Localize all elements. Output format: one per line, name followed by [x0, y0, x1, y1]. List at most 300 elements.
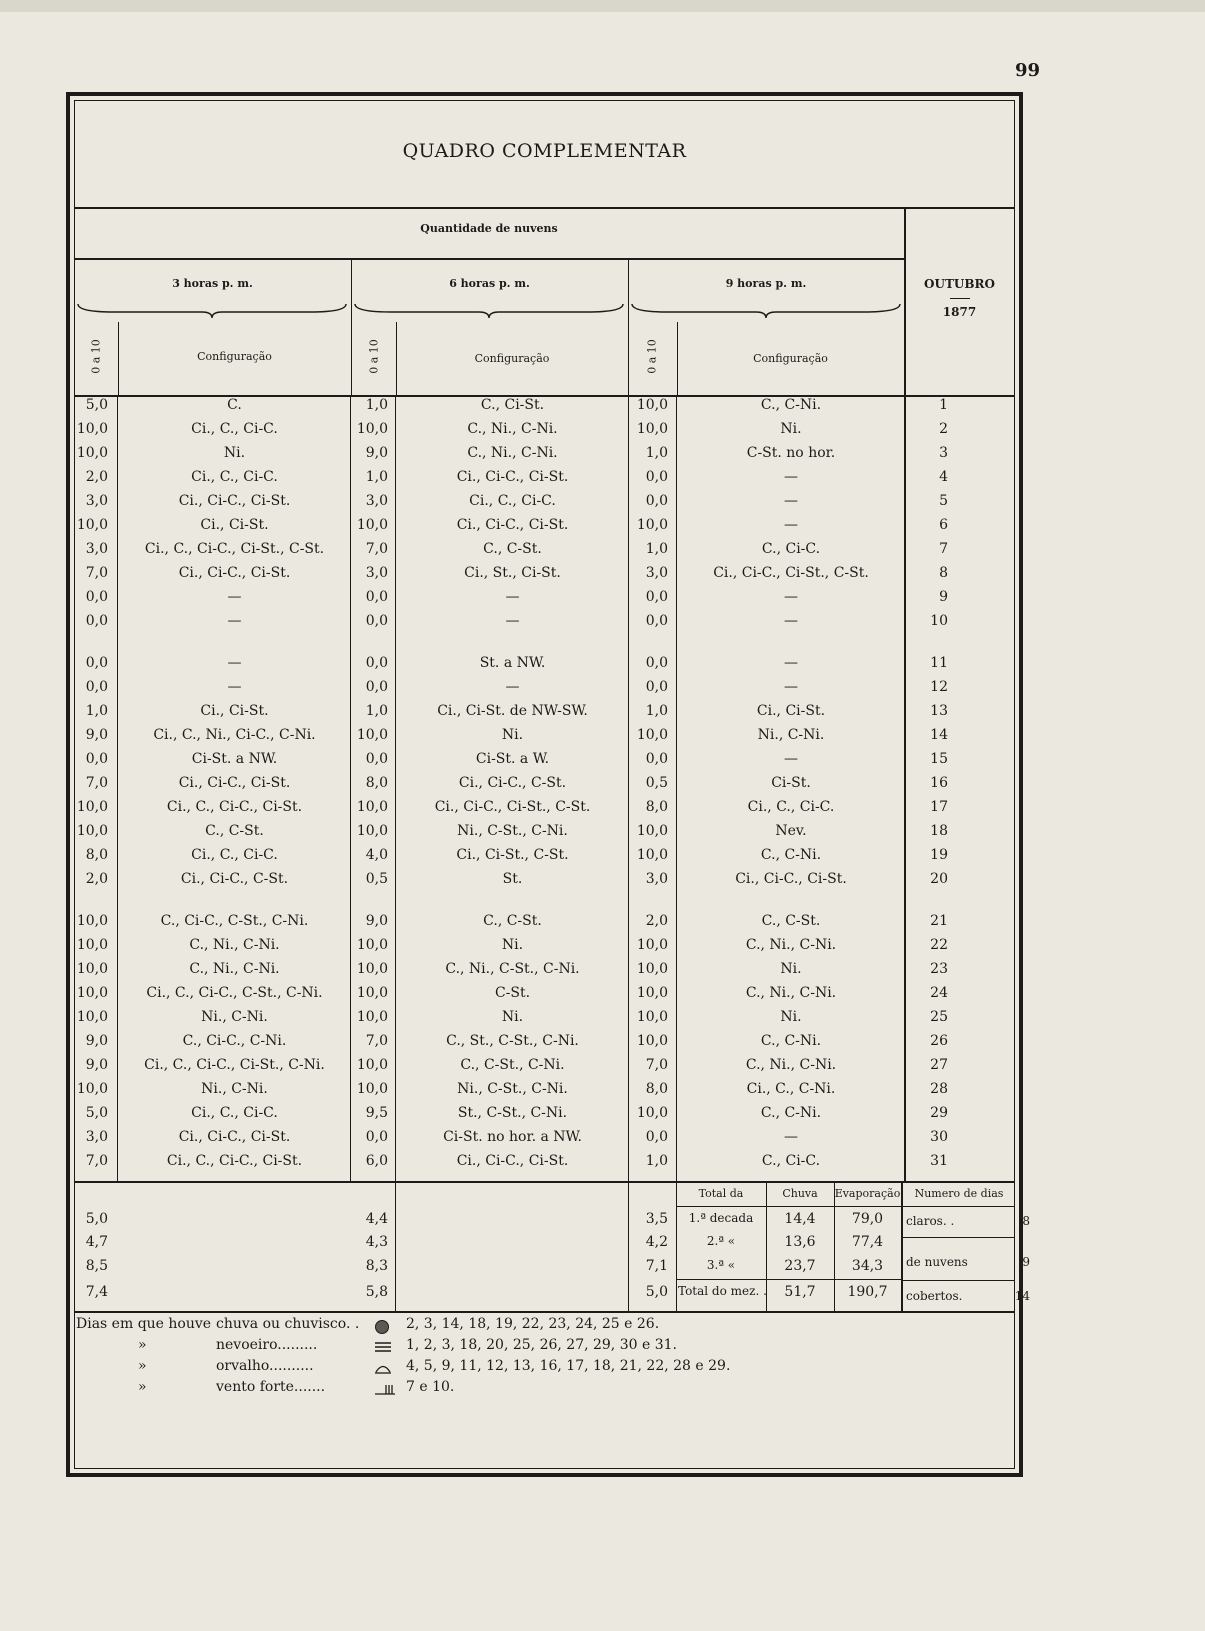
clouds-9pm-cell: 0,0 [645, 493, 668, 509]
legend-label: nevoeiro......... [216, 1337, 318, 1353]
config-9pm-cell: Ci-St. [771, 775, 811, 791]
table-row [74, 655, 1015, 679]
config-9pm-cell: Ni. [780, 961, 802, 977]
table-row [74, 1105, 1015, 1129]
month-header: OUTUBRO [924, 277, 995, 291]
day-cell: 5 [939, 493, 948, 509]
rain-icon [374, 1319, 390, 1339]
clouds-9pm-cell: 1,0 [645, 541, 668, 557]
clouds-6pm-cell: 0,5 [365, 871, 388, 887]
config-6pm-cell: C., Ci-St. [480, 397, 545, 413]
clouds-9pm-cell: 10,0 [636, 517, 668, 533]
summary-avg-9pm: 7,1 [645, 1258, 668, 1274]
clouds-9pm-cell: 8,0 [645, 799, 668, 815]
config-3pm-cell: Ci., Ci-C., Ci-St. [178, 493, 291, 509]
day-cell: 20 [930, 871, 948, 887]
clouds-6pm-cell: 10,0 [356, 937, 388, 953]
config-9pm-cell: C., C-St. [761, 913, 821, 929]
clouds-3pm-cell: 2,0 [85, 469, 108, 485]
config-9pm-cell: Ni. [780, 421, 802, 437]
day-cell: 19 [930, 847, 948, 863]
days-rule-1 [901, 1237, 1015, 1238]
clouds-9pm-cell: 0,0 [645, 655, 668, 671]
day-cell: 13 [930, 703, 948, 719]
config-3pm-cell: Ci., C., Ni., Ci-C., C-Ni. [153, 727, 316, 743]
table-row [74, 1033, 1015, 1057]
clouds-9pm-cell: 0,0 [645, 1129, 668, 1145]
config-6pm-cell: Ci., Ci-C., Ci-St. [456, 1153, 569, 1169]
summary-avg-3pm: 7,4 [85, 1284, 108, 1300]
day-cell: 30 [930, 1129, 948, 1145]
clouds-6pm-cell: 3,0 [365, 565, 388, 581]
day-cell: 11 [930, 655, 948, 671]
clouds-6pm-cell: 10,0 [356, 517, 388, 533]
table-row [74, 1009, 1015, 1033]
config-3pm-cell: Ci., Ci-C., Ci-St. [178, 775, 291, 791]
clouds-6pm-cell: 3,0 [365, 493, 388, 509]
day-cell: 28 [930, 1081, 948, 1097]
summary-period-label: 2.ª « [706, 1234, 736, 1248]
legend-days: 1, 2, 3, 18, 20, 25, 26, 27, 29, 30 e 31. [406, 1337, 677, 1353]
config-9pm-cell: C., C-Ni. [760, 397, 822, 413]
config-6pm-cell: C., C-St. [483, 913, 542, 929]
summary-rain: 51,7 [784, 1284, 816, 1300]
summary-header-numero: Numero de dias [914, 1187, 1004, 1200]
days-rule-2 [901, 1280, 1015, 1281]
config-6pm-cell: — [505, 679, 520, 695]
summary-rain: 13,6 [784, 1234, 816, 1250]
time-header-3pm: 3 horas p. m. [172, 277, 253, 290]
group-header: Quantidade de nuvens [420, 222, 558, 235]
table-row [74, 493, 1015, 517]
config-3pm-cell: C., C-St. [205, 823, 264, 839]
config-6pm-cell: St. a NW. [479, 655, 546, 671]
config-3pm-cell: Ci., C., Ci-C. [191, 469, 278, 485]
table-row [74, 1153, 1015, 1177]
clouds-6pm-cell: 0,0 [365, 655, 388, 671]
config-6pm-cell: Ci., Ci-St. de NW-SW. [437, 703, 588, 719]
day-cell: 3 [939, 445, 948, 461]
time-header-6pm: 6 horas p. m. [449, 277, 530, 290]
clouds-6pm-cell: 10,0 [356, 1009, 388, 1025]
day-cell: 21 [930, 913, 948, 929]
clouds-3pm-cell: 9,0 [85, 1057, 108, 1073]
day-cell: 4 [939, 469, 948, 485]
config-6pm-cell: Ci., Ci-C., C-St. [458, 775, 567, 791]
clouds-9pm-cell: 1,0 [645, 445, 668, 461]
clouds-6pm-cell: 1,0 [365, 397, 388, 413]
config-header-1: Configuração [197, 350, 272, 363]
clouds-9pm-cell: 3,0 [645, 871, 668, 887]
days-cloudy-value: 9 [1022, 1255, 1030, 1269]
legend-prefix: » [138, 1358, 147, 1374]
table-row [74, 1081, 1015, 1105]
config-6pm-cell: C., Ni., C-St., C-Ni. [445, 961, 580, 977]
summary-evaporation: 77,4 [851, 1234, 884, 1250]
clouds-6pm-cell: 10,0 [356, 1057, 388, 1073]
clouds-6pm-cell: 0,0 [365, 589, 388, 605]
config-9pm-cell: Nev. [775, 823, 807, 839]
day-cell: 9 [939, 589, 948, 605]
clouds-3pm-cell: 10,0 [76, 799, 108, 815]
table-row [74, 1129, 1015, 1153]
config-3pm-cell: — [227, 655, 242, 671]
config-9pm-cell: — [784, 751, 798, 767]
table-row [74, 727, 1015, 751]
config-6pm-cell: Ci., Ci-C., Ci-St. [456, 469, 569, 485]
clouds-3pm-cell: 7,0 [85, 1153, 108, 1169]
config-6pm-cell: Ci., Ci-C., Ci-St., C-St. [434, 799, 591, 815]
day-cell: 7 [939, 541, 948, 557]
clouds-3pm-cell: 10,0 [76, 445, 108, 461]
clouds-9pm-cell: 7,0 [645, 1057, 668, 1073]
legend-prefix: Dias em que houve [76, 1316, 212, 1332]
legend-days: 4, 5, 9, 11, 12, 13, 16, 17, 18, 21, 22, 28 e 29. [406, 1358, 731, 1374]
clouds-6pm-cell: 4,0 [365, 847, 388, 863]
table-row [74, 589, 1015, 613]
summary-avg-9pm: 5,0 [645, 1284, 668, 1300]
clouds-9pm-cell: 8,0 [645, 1081, 668, 1097]
legend-prefix: » [138, 1337, 147, 1353]
config-9pm-cell: — [784, 517, 798, 533]
clouds-6pm-cell: 10,0 [356, 823, 388, 839]
config-6pm-cell: — [505, 613, 520, 629]
time-header-9pm: 9 horas p. m. [725, 277, 807, 290]
config-3pm-cell: C., Ci-C., C-St., C-Ni. [160, 913, 309, 929]
day-cell: 27 [930, 1057, 948, 1073]
day-cell: 14 [930, 727, 948, 743]
config-header-3: Configuração [753, 352, 828, 365]
config-9pm-cell: — [784, 1129, 798, 1145]
config-9pm-cell: C., Ni., C-Ni. [745, 937, 837, 953]
days-cloudy-label: de nuvens [906, 1255, 968, 1269]
clouds-3pm-cell: 1,0 [85, 703, 108, 719]
summary-avg-3pm: 4,7 [85, 1234, 108, 1250]
table-row [74, 703, 1015, 727]
clouds-6pm-cell: 9,5 [365, 1105, 388, 1121]
config-6pm-cell: C., Ni., C-Ni. [467, 421, 558, 437]
table-row [74, 1057, 1015, 1081]
config-3pm-cell: Ci., Ci-C., Ci-St. [178, 1129, 291, 1145]
config-6pm-cell: Ni., C-St., C-Ni. [457, 1081, 568, 1097]
legend-days: 7 e 10. [406, 1379, 455, 1395]
table-row [74, 799, 1015, 823]
table-row [74, 445, 1015, 469]
config-9pm-cell: — [784, 613, 798, 629]
table-row [74, 397, 1015, 421]
clouds-9pm-cell: 3,0 [645, 565, 668, 581]
wind-icon [374, 1382, 396, 1400]
config-6pm-cell: Ni. [501, 1009, 524, 1025]
clouds-9pm-cell: 10,0 [636, 985, 668, 1001]
clouds-6pm-cell: 9,0 [365, 445, 388, 461]
config-9pm-cell: C-St. no hor. [746, 445, 836, 461]
summary-top-rule [74, 1181, 1015, 1183]
fog-icon [374, 1340, 392, 1358]
summary-header-chuva: Chuva [782, 1187, 818, 1200]
config-6pm-cell: Ci., St., Ci-St. [464, 565, 561, 581]
legend-prefix: » [138, 1379, 147, 1395]
clouds-3pm-cell: 7,0 [85, 775, 108, 791]
clouds-9pm-cell: 10,0 [636, 1105, 668, 1121]
summary-avg-9pm: 4,2 [645, 1234, 668, 1250]
table-row [74, 421, 1015, 445]
page-number: 99 [1014, 60, 1040, 81]
day-cell: 1 [939, 397, 948, 413]
legend-days: 2, 3, 14, 18, 19, 22, 23, 24, 25 e 26. [406, 1316, 660, 1332]
config-header-2: Configuração [474, 352, 550, 365]
summary-avg-6pm: 8,3 [365, 1258, 388, 1274]
clouds-9pm-cell: 10,0 [636, 1033, 668, 1049]
clouds-3pm-cell: 0,0 [85, 613, 108, 629]
config-3pm-cell: Ci., Ci-St. [200, 703, 269, 719]
table-row [74, 517, 1015, 541]
config-6pm-cell: St. [502, 871, 523, 887]
day-cell: 6 [939, 517, 948, 533]
config-9pm-cell: C., Ci-C. [761, 1153, 821, 1169]
config-6pm-cell: C-St. [494, 985, 531, 1001]
clouds-3pm-cell: 0,0 [85, 589, 108, 605]
legend-label: vento forte....... [216, 1379, 326, 1395]
config-9pm-cell: C., C-Ni. [760, 847, 822, 863]
clouds-9pm-cell: 10,0 [636, 961, 668, 977]
day-cell: 25 [930, 1009, 948, 1025]
clouds-6pm-cell: 10,0 [356, 961, 388, 977]
scale-header-1: 0 a 10 [89, 339, 103, 374]
config-6pm-cell: Ci-St. no hor. a NW. [443, 1129, 582, 1145]
clouds-6pm-cell: 10,0 [356, 985, 388, 1001]
clouds-9pm-cell: 10,0 [636, 1009, 668, 1025]
clouds-3pm-cell: 10,0 [76, 823, 108, 839]
clouds-6pm-cell: 10,0 [356, 727, 388, 743]
config-6pm-cell: C., St., C-St., C-Ni. [446, 1033, 579, 1049]
table-row [74, 469, 1015, 493]
table-row [74, 775, 1015, 799]
clouds-6pm-cell: 0,0 [365, 751, 388, 767]
clouds-6pm-cell: 6,0 [365, 1153, 388, 1169]
config-6pm-cell: — [505, 589, 520, 605]
clouds-9pm-cell: 0,0 [645, 613, 668, 629]
config-3pm-cell: Ci., C., Ci-C., C-St., C-Ni. [146, 985, 323, 1001]
config-6pm-cell: C., C-St., C-Ni. [460, 1057, 565, 1073]
table-row [74, 613, 1015, 637]
clouds-9pm-cell: 1,0 [645, 703, 668, 719]
month-dash [950, 298, 970, 299]
table-row [74, 751, 1015, 775]
config-3pm-cell: Ci., C., Ci-C. [191, 847, 278, 863]
clouds-6pm-cell: 0,0 [365, 679, 388, 695]
clouds-6pm-cell: 0,0 [365, 1129, 388, 1145]
clouds-9pm-cell: 10,0 [636, 421, 668, 437]
config-3pm-cell: Ci., C., Ci-C. [191, 1105, 278, 1121]
config-6pm-cell: St., C-St., C-Ni. [457, 1105, 568, 1121]
config-3pm-cell: Ci., C., Ci-C., Ci-St., C-Ni. [144, 1057, 325, 1073]
config-3pm-cell: Ci-St. a NW. [191, 751, 278, 767]
clouds-9pm-cell: 10,0 [636, 727, 668, 743]
summary-avg-6pm: 4,4 [365, 1211, 388, 1227]
days-clear-value: 8 [1022, 1214, 1030, 1228]
table-row [74, 985, 1015, 1009]
clouds-3pm-cell: 3,0 [85, 493, 108, 509]
config-3pm-cell: C., Ni., C-Ni. [189, 937, 280, 953]
day-cell: 2 [939, 421, 948, 437]
config-9pm-cell: — [784, 493, 798, 509]
day-cell: 18 [930, 823, 948, 839]
clouds-3pm-cell: 10,0 [76, 1009, 108, 1025]
config-9pm-cell: — [784, 469, 798, 485]
clouds-3pm-cell: 0,0 [85, 655, 108, 671]
config-6pm-cell: Ci., C., Ci-C. [469, 493, 556, 509]
group-rule [74, 258, 904, 260]
clouds-6pm-cell: 10,0 [356, 1081, 388, 1097]
scale-header-2: 0 a 10 [367, 339, 381, 374]
clouds-3pm-cell: 10,0 [76, 985, 108, 1001]
dew-icon [374, 1361, 392, 1379]
config-9pm-cell: Ci., Ci-C., Ci-St., C-St. [713, 565, 869, 581]
summary-avg-9pm: 3,5 [645, 1211, 668, 1227]
clouds-3pm-cell: 0,0 [85, 751, 108, 767]
table-row [74, 679, 1015, 703]
brace-decorations [74, 300, 904, 322]
day-cell: 8 [939, 565, 948, 581]
clouds-9pm-cell: 0,0 [645, 679, 668, 695]
config-6pm-cell: Ni., C-St., C-Ni. [457, 823, 568, 839]
clouds-6pm-cell: 7,0 [365, 541, 388, 557]
summary-period-label: Total do mez. . [678, 1284, 767, 1298]
clouds-9pm-cell: 2,0 [645, 913, 668, 929]
clouds-3pm-cell: 10,0 [76, 913, 108, 929]
config-6pm-cell: C., Ni., C-Ni. [467, 445, 558, 461]
clouds-6pm-cell: 1,0 [365, 703, 388, 719]
clouds-3pm-cell: 10,0 [76, 517, 108, 533]
config-9pm-cell: C., Ni., C-Ni. [745, 1057, 837, 1073]
config-9pm-cell: C., C-Ni. [760, 1105, 822, 1121]
summary-avg-6pm: 5,8 [365, 1284, 388, 1300]
days-overcast-label: cobertos. [906, 1289, 963, 1303]
day-cell: 10 [930, 613, 948, 629]
config-6pm-cell: Ni. [501, 937, 524, 953]
table-row [74, 541, 1015, 565]
table-row [74, 565, 1015, 589]
config-9pm-cell: C., Ci-C. [761, 541, 821, 557]
day-cell: 23 [930, 961, 948, 977]
clouds-3pm-cell: 9,0 [85, 727, 108, 743]
day-cell: 29 [930, 1105, 948, 1121]
month-column-rule [904, 207, 906, 397]
table-row [74, 823, 1015, 847]
summary-rain: 14,4 [784, 1211, 816, 1227]
config-9pm-cell: C., Ni., C-Ni. [745, 985, 837, 1001]
legend-wind [76, 1379, 1016, 1403]
clouds-9pm-cell: 10,0 [636, 397, 668, 413]
clouds-6pm-cell: 0,0 [365, 613, 388, 629]
clouds-9pm-cell: 10,0 [636, 847, 668, 863]
config-3pm-cell: Ci., C., Ci-C., Ci-St. [166, 799, 303, 815]
config-9pm-cell: — [784, 655, 798, 671]
summary-period-label: 1.ª decada [688, 1211, 754, 1225]
day-cell: 16 [930, 775, 948, 791]
config-9pm-cell: Ci., Ci-C., Ci-St. [735, 871, 847, 887]
config-3pm-cell: Ci., C., Ci-C. [191, 421, 278, 437]
clouds-9pm-cell: 0,0 [645, 469, 668, 485]
clouds-9pm-cell: 10,0 [636, 937, 668, 953]
page-title: QUADRO COMPLEMENTAR [402, 140, 687, 162]
config-3pm-cell: Ci., Ci-St. [200, 517, 269, 533]
config-9pm-cell: C., C-Ni. [760, 1033, 822, 1049]
scale-header-3: 0 a 10 [645, 339, 659, 374]
day-cell: 26 [930, 1033, 948, 1049]
clouds-9pm-cell: 10,0 [636, 823, 668, 839]
summary-evaporation: 190,7 [847, 1284, 888, 1300]
clouds-6pm-cell: 7,0 [365, 1033, 388, 1049]
clouds-3pm-cell: 10,0 [76, 1081, 108, 1097]
clouds-6pm-cell: 8,0 [365, 775, 388, 791]
clouds-3pm-cell: 10,0 [76, 421, 108, 437]
config-3pm-cell: Ci., C., Ci-C., Ci-St., C-St. [144, 541, 325, 557]
table-row [74, 913, 1015, 937]
config-9pm-cell: — [784, 589, 798, 605]
config-3pm-cell: C. [227, 397, 242, 413]
config-9pm-cell: Ci., C., Ci-C. [747, 799, 835, 815]
clouds-6pm-cell: 10,0 [356, 421, 388, 437]
clouds-9pm-cell: 1,0 [645, 1153, 668, 1169]
config-3pm-cell: C., Ci-C., C-Ni. [182, 1033, 287, 1049]
clouds-6pm-cell: 9,0 [365, 913, 388, 929]
summary-avg-3pm: 8,5 [85, 1258, 108, 1274]
config-3pm-cell: Ni. [223, 445, 246, 461]
clouds-3pm-cell: 0,0 [85, 679, 108, 695]
config-9pm-cell: Ci., C., C-Ni. [746, 1081, 836, 1097]
day-cell: 31 [930, 1153, 948, 1169]
config-9pm-cell: — [784, 679, 798, 695]
table-row [74, 871, 1015, 895]
legend-label: chuva ou chuvisco. . [216, 1316, 360, 1332]
days-clear-label: claros. . [906, 1214, 955, 1228]
summary-rain: 23,7 [784, 1258, 816, 1274]
config-3pm-cell: Ci., C., Ci-C., Ci-St. [166, 1153, 303, 1169]
config-9pm-cell: Ni., C-Ni. [757, 727, 825, 743]
clouds-3pm-cell: 3,0 [85, 1129, 108, 1145]
summary-header-evaporacao: Evaporação [834, 1187, 901, 1200]
config-6pm-cell: Ni. [501, 727, 524, 743]
table-row [74, 937, 1015, 961]
clouds-3pm-cell: 10,0 [76, 961, 108, 977]
clouds-9pm-cell: 0,0 [645, 589, 668, 605]
summary-avg-6pm: 4,3 [365, 1234, 388, 1250]
summary-evaporation: 79,0 [851, 1211, 884, 1227]
config-3pm-cell: Ni., C-Ni. [201, 1081, 268, 1097]
config-3pm-cell: — [227, 679, 242, 695]
day-cell: 17 [930, 799, 948, 815]
config-6pm-cell: Ci., Ci-St., C-St. [456, 847, 569, 863]
clouds-9pm-cell: 0,5 [645, 775, 668, 791]
config-3pm-cell: — [227, 613, 242, 629]
day-cell: 24 [930, 985, 948, 1001]
config-6pm-cell: C., C-St. [483, 541, 542, 557]
legend-label: orvalho.......... [216, 1358, 314, 1374]
clouds-3pm-cell: 5,0 [85, 1105, 108, 1121]
clouds-3pm-cell: 10,0 [76, 937, 108, 953]
summary-period-label: 3.ª « [706, 1258, 736, 1272]
summary-evaporation: 34,3 [851, 1258, 884, 1274]
config-6pm-cell: Ci., Ci-C., Ci-St. [456, 517, 569, 533]
page-edge [0, 0, 1205, 12]
clouds-6pm-cell: 1,0 [365, 469, 388, 485]
day-cell: 22 [930, 937, 948, 953]
config-3pm-cell: — [227, 589, 242, 605]
clouds-3pm-cell: 5,0 [85, 397, 108, 413]
clouds-9pm-cell: 0,0 [645, 751, 668, 767]
